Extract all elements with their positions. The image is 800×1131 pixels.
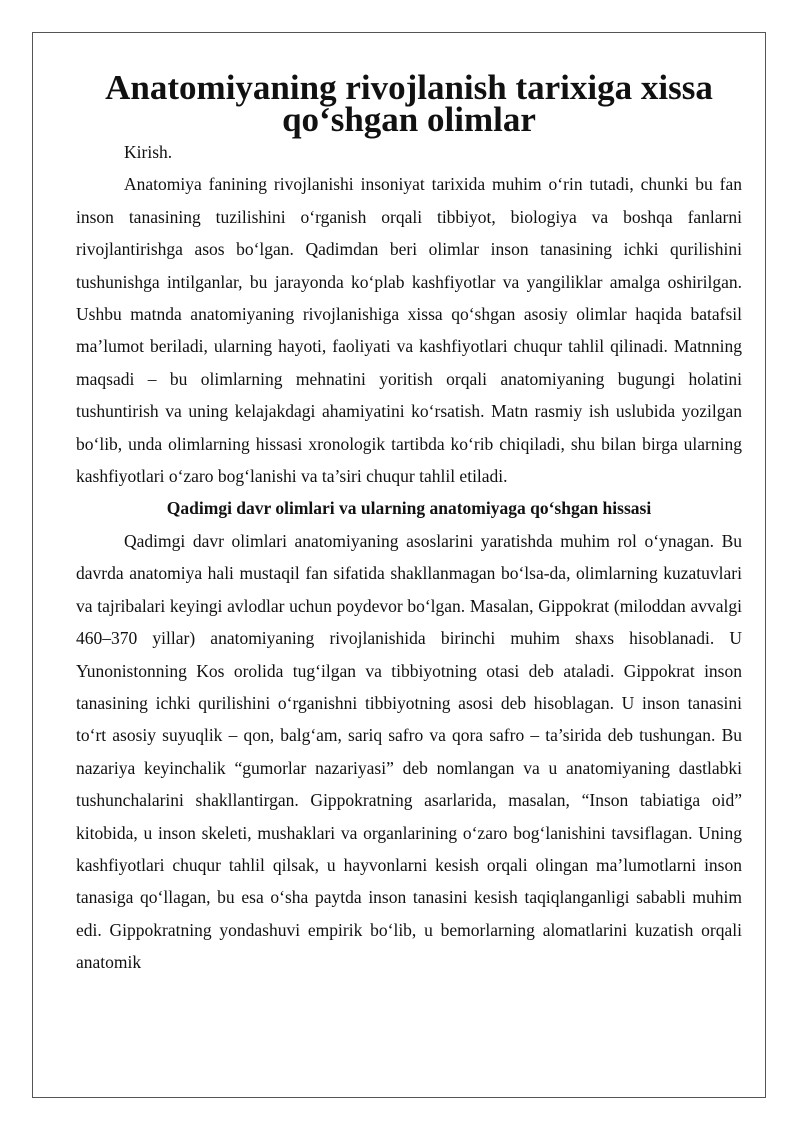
intro-paragraph: Anatomiya fanining rivojlanishi insoniyat tarixida muhim o‘rin tutadi, chunki bu fan inson tanasining tuzilishini o‘rganish orqali tibbiyot, biologiya va boshqa fanlarni rivojlantirishga asos bo‘lgan. Qadimdan beri olimlar inson tanasining ichki qurilishini tushunishga intilganlar, bu jarayonda ko‘plab kashfiyotlar va yangiliklar amalga oshirilgan. Ushbu matnda anatomiyaning rivojlanishiga xissa qo‘shgan asosiy olimlar haqida batafsil ma’lumot beriladi, ularning hayoti, faoliyati va kashfiyotlari chuqur tahlil qilinadi. Matnning maqsadi – bu olimlarning mehnatini yoritish orqali anatomiyaning bugungi holatini tushuntirish va uning kelajakdagi ahamiyatini ko‘rsatish. Matn rasmiy ish uslubida yozilgan bo‘lib, unda olimlarning hissasi xronologik tartibda ko‘rib chiqiladi, shu bilan birga ularning kashfiyotlari o‘zaro bog‘lanishi va ta’siri chuqur tahlil etiladi. xyxy=(76,174,742,487)
section-paragraph: Qadimgi davr olimlari anatomiyaning asoslarini yaratishda muhim rol o‘ynagan. Bu davrda anatomiya hali mustaqil fan sifatida shakllanmagan bo‘lsa-da, olimlarning kuzatuvlari va tajribalari keyingi avlodlar uchun poydevor bo‘lgan. Masalan, Gippokrat (miloddan avvalgi 460–370 yillar) anatomiyaning rivojlanishida birinchi muhim shaxs hisoblanadi. U Yunonistonning Kos orolida tug‘ilgan va tibbiyotning otasi deb ataladi. Gippokrat inson tanasining ichki qurilishini o‘rganishni tibbiyotning asosi deb hisoblagan. U inson tanasini to‘rt asosiy suyuqlik – qon, balg‘am, sariq safro va qora safro – ta’sirida deb tushungan. Bu nazariya keyinchalik “gumorlar nazariyasi” deb nomlangan va u anatomiyaning dastlabki tushunchalarini shakllantirgan. Gippokratning asarlarida, masalan, “Inson tabiatiga oid” kitobida, u inson skeleti, mushaklari va organlarining o‘zaro bog‘lanishini tavsiflagan. Uning kashfiyotlari chuqur tahlil qilsak, u hayvonlarni kesish orqali olingan ma’lumotlarni inson tanasiga qo‘llagan, bu esa o‘sha paytda inson tanasini kesish taqiqlanganligi sababli muhim edi. Gippokratning yondashuvi empirik bo‘lib, u bemorlarning alomatlarini kuzatish orqali anatomik xyxy=(76,530,742,973)
document-title: Anatomiyaning rivojlanish tarixiga xissa qo‘shgan olimlar xyxy=(105,68,713,139)
section-heading: Qadimgi davr olimlari va ularning anatomiyaga qo‘shgan hissasi xyxy=(166,498,652,519)
intro-label: Kirish. xyxy=(124,142,173,162)
document-body xyxy=(76,68,742,979)
